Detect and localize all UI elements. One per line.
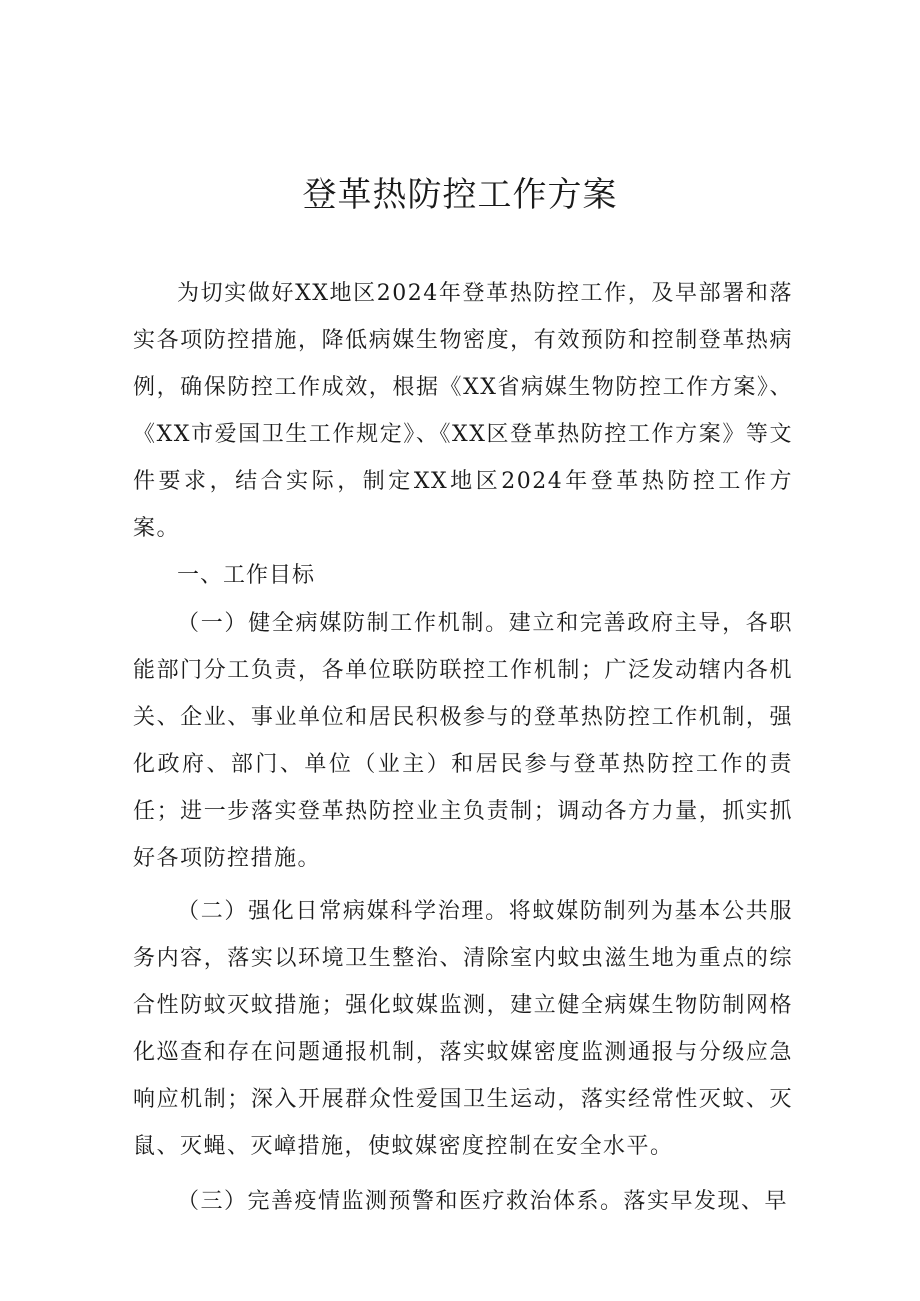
paragraph-spacer	[133, 1170, 793, 1178]
goal-item-2: （二）强化日常病媒科学治理。将蚊媒防制列为基本公共服务内容，落实以环境卫生整治、清除室内蚊虫滋生地为重点的综合性防蚊灭蚊措施；强化蚊媒监测，建立健全病媒生物防制网格化巡查和存在问题通报机制，落实蚊媒密度监测通报与分级应急响应机制；深入开展群众性爱国卫生运动，落实经常性灭蚊、灭鼠、灭蝇、灭嶂措施，使蚊媒密度控制在安全水平。	[133, 899, 793, 1159]
goal-item-1: （一）健全病媒防制工作机制。建立和完善政府主导，各职能部门分工负责，各单位联防联控工作机制；广泛发动辖内各机关、企业、事业单位和居民积极参与的登革热防控工作机制，强化政府、部门、单位（业主）和居民参与登革热防控工作的责任；进一步落实登革热防控业主负责制；调动各方力量，抓实抓好各项防控措施。	[133, 611, 793, 871]
section-heading-goals: 一、工作目标	[177, 563, 316, 588]
intro-paragraph: 为切实做好XX地区2024年登革热防控工作，及早部署和落实各项防控措施，降低病媒生物密度，有效预防和控制登革热病例，确保防控工作成效，根据《XX省病媒生物防控工作方案》、《XX市爱国卫生工作规定》、《XX区登革热防控工作方案》等文件要求，结合实际，制定XX地区2024年登革热防控工作方案。	[133, 281, 793, 541]
document-body	[133, 270, 793, 1225]
document-title: 登革热防控工作方案	[302, 175, 618, 215]
goal-item-3: （三）完善疫情监测预警和医疗救治体系。落实早发现、早	[177, 1189, 789, 1214]
